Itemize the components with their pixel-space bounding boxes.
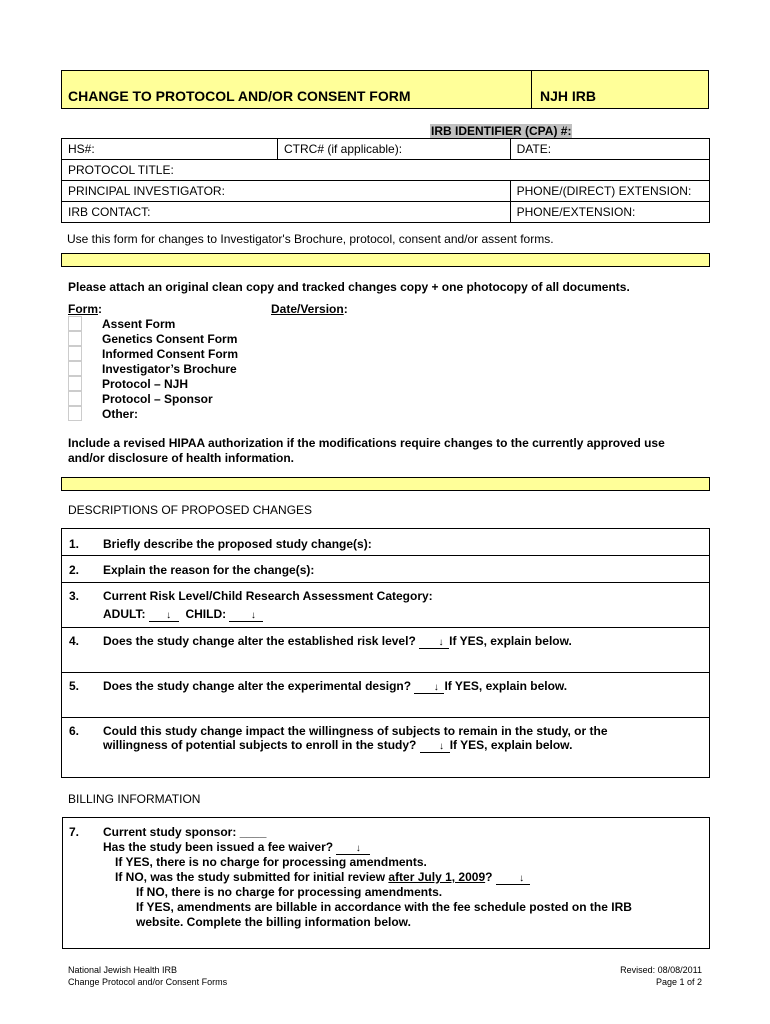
question-number: 1. xyxy=(69,537,80,551)
question-text: Current Risk Level/Child Research Assessment Category: xyxy=(103,589,433,603)
ctrc-label: CTRC# (if applicable): xyxy=(284,142,403,156)
billing-yes-billable-1: If YES, amendments are billable in accordance with the fee schedule posted on the IRB xyxy=(136,900,632,914)
highlight-bar xyxy=(61,477,710,491)
descriptions-heading: DESCRIPTIONS OF PROPOSED CHANGES xyxy=(68,503,313,517)
question-text: Does the study change alter the experimental design? xyxy=(103,679,412,693)
date-label: DATE: xyxy=(516,142,552,156)
dropdown-arrow-icon: ↓ xyxy=(250,610,256,621)
ctrc-field[interactable] xyxy=(278,139,511,160)
after-date: after July 1, 2009 xyxy=(388,870,486,884)
question-text: Briefly describe the proposed study change(s): xyxy=(103,537,372,551)
sponsor-label: Current study sponsor: xyxy=(103,825,237,839)
question-row-4[interactable] xyxy=(62,628,710,673)
footer-org: National Jewish Health IRB xyxy=(68,965,178,975)
adult-dropdown[interactable] xyxy=(149,607,179,622)
form-item: Informed Consent Form xyxy=(102,347,239,361)
phone-ext-field[interactable] xyxy=(510,202,709,223)
billing-sponsor xyxy=(103,825,266,839)
dropdown-arrow-icon: ↓ xyxy=(439,741,445,752)
question-number: 5. xyxy=(69,679,80,693)
descriptions-table xyxy=(61,528,710,778)
checkbox-other[interactable] xyxy=(68,406,82,421)
billing-yes-no-charge: If YES, there is no charge for processing amendments. xyxy=(115,855,427,869)
phone-direct-label: PHONE/(DIRECT) EXTENSION: xyxy=(516,184,692,198)
dropdown-arrow-icon: ↓ xyxy=(438,637,444,648)
checkbox-genetics[interactable] xyxy=(68,331,82,346)
dropdown-arrow-icon: ↓ xyxy=(519,873,525,884)
pi-field[interactable] xyxy=(62,181,511,202)
highlight-bar xyxy=(61,253,710,267)
form-item: Investigator’s Brochure xyxy=(102,362,237,376)
pi-label: PRINCIPAL INVESTIGATOR: xyxy=(68,184,225,198)
dropdown-arrow-icon: ↓ xyxy=(355,843,361,854)
footer-form-name: Change Protocol and/or Consent Forms xyxy=(68,977,228,987)
form-header xyxy=(61,70,709,109)
date-field[interactable] xyxy=(510,139,709,160)
phone-direct-field[interactable] xyxy=(510,181,709,202)
hipaa-note-line2: and/or disclosure of health information. xyxy=(68,451,295,465)
irb-contact-field[interactable] xyxy=(62,202,511,223)
checkbox-protocol-sponsor[interactable] xyxy=(68,391,82,406)
adult-label: ADULT: xyxy=(103,607,146,621)
dropdown-arrow-icon: ↓ xyxy=(166,610,172,621)
billing-submitted: If NO, was the study submitted for initial review after July 1, 2009? ↓ xyxy=(115,870,530,885)
billing-waiver xyxy=(103,840,370,855)
question-number: 3. xyxy=(69,589,80,603)
waiver-dropdown[interactable] xyxy=(336,840,370,855)
billing-number: 7. xyxy=(69,825,80,839)
intro-text: Use this form for changes to Investigator's Brochure, protocol, consent and/or assent forms. xyxy=(67,232,554,246)
date-version-column-label: Date/Version: xyxy=(271,302,348,316)
question-text: Could this study change impact the willingness of subjects to remain in the study, or the xyxy=(103,724,608,738)
protocol-title-field[interactable] xyxy=(62,160,710,181)
irb-contact-label: IRB CONTACT: xyxy=(68,205,151,219)
risk-dropdown[interactable] xyxy=(419,634,449,649)
footer-page-number: Page 1 of 2 xyxy=(655,977,702,987)
header-divider xyxy=(531,71,532,108)
protocol-title-label: PROTOCOL TITLE: xyxy=(68,163,174,177)
form-item: Genetics Consent Form xyxy=(102,332,238,346)
submitted-dropdown[interactable] xyxy=(496,870,530,885)
billing-box xyxy=(62,817,710,949)
form-column-label: Form: xyxy=(68,302,102,316)
org-label: NJH IRB xyxy=(540,88,597,104)
form-item: Other: xyxy=(102,407,138,421)
question-number: 2. xyxy=(69,563,80,577)
question-text: Explain the reason for the change(s): xyxy=(103,563,315,577)
child-label: CHILD: xyxy=(185,607,227,621)
irb-identifier-label: IRB IDENTIFIER (CPA) #: xyxy=(431,124,572,138)
billing-heading: BILLING INFORMATION xyxy=(68,792,201,806)
form-item: Protocol – Sponsor xyxy=(102,392,213,406)
info-table xyxy=(61,138,710,223)
hs-field[interactable] xyxy=(62,139,278,160)
question-text: willingness of potential subjects to enroll in the study? xyxy=(103,738,417,752)
footer-revised: Revised: 08/08/2011 xyxy=(620,965,702,975)
phone-ext-label: PHONE/EXTENSION: xyxy=(516,205,636,219)
checkbox-brochure[interactable] xyxy=(68,361,82,376)
question-followup: If YES, explain below. xyxy=(449,634,572,648)
sponsor-input[interactable]: ____ xyxy=(239,825,267,839)
dropdown-arrow-icon: ↓ xyxy=(433,682,439,693)
question-text: Does the study change alter the established risk level? xyxy=(103,634,416,648)
question-followup: If YES, explain below. xyxy=(449,738,573,752)
question-row-2[interactable] xyxy=(62,556,710,583)
question-row-1[interactable] xyxy=(62,529,710,556)
question-row-6[interactable] xyxy=(62,718,710,778)
submitted-label: If NO, was the study submitted for initial review xyxy=(115,870,386,884)
hs-label: HS#: xyxy=(68,142,95,156)
question-number: 6. xyxy=(69,724,80,738)
question-row-5[interactable] xyxy=(62,673,710,718)
waiver-label: Has the study been issued a fee waiver? xyxy=(103,840,334,854)
checkbox-assent[interactable] xyxy=(68,316,82,331)
checkbox-informed[interactable] xyxy=(68,346,82,361)
billing-no-no-charge: If NO, there is no charge for processing amendments. xyxy=(136,885,443,899)
question-row-3[interactable] xyxy=(62,583,710,628)
billing-yes-billable-2: website. Complete the billing information below. xyxy=(136,915,411,929)
attach-note: Please attach an original clean copy and tracked changes copy + one photocopy of all documents. xyxy=(68,280,630,294)
child-dropdown[interactable] xyxy=(229,607,263,622)
form-title: CHANGE TO PROTOCOL AND/OR CONSENT FORM xyxy=(68,88,411,104)
question-followup: If YES, explain below. xyxy=(444,679,568,693)
checkbox-protocol-njh[interactable] xyxy=(68,376,82,391)
willingness-dropdown[interactable] xyxy=(420,738,450,753)
question-number: 4. xyxy=(69,634,80,648)
form-item: Protocol – NJH xyxy=(102,377,189,391)
hipaa-note-line1: Include a revised HIPAA authorization if the modifications require changes to the currently approved use xyxy=(68,436,665,450)
form-item: Assent Form xyxy=(102,317,176,331)
design-dropdown[interactable] xyxy=(414,679,444,694)
